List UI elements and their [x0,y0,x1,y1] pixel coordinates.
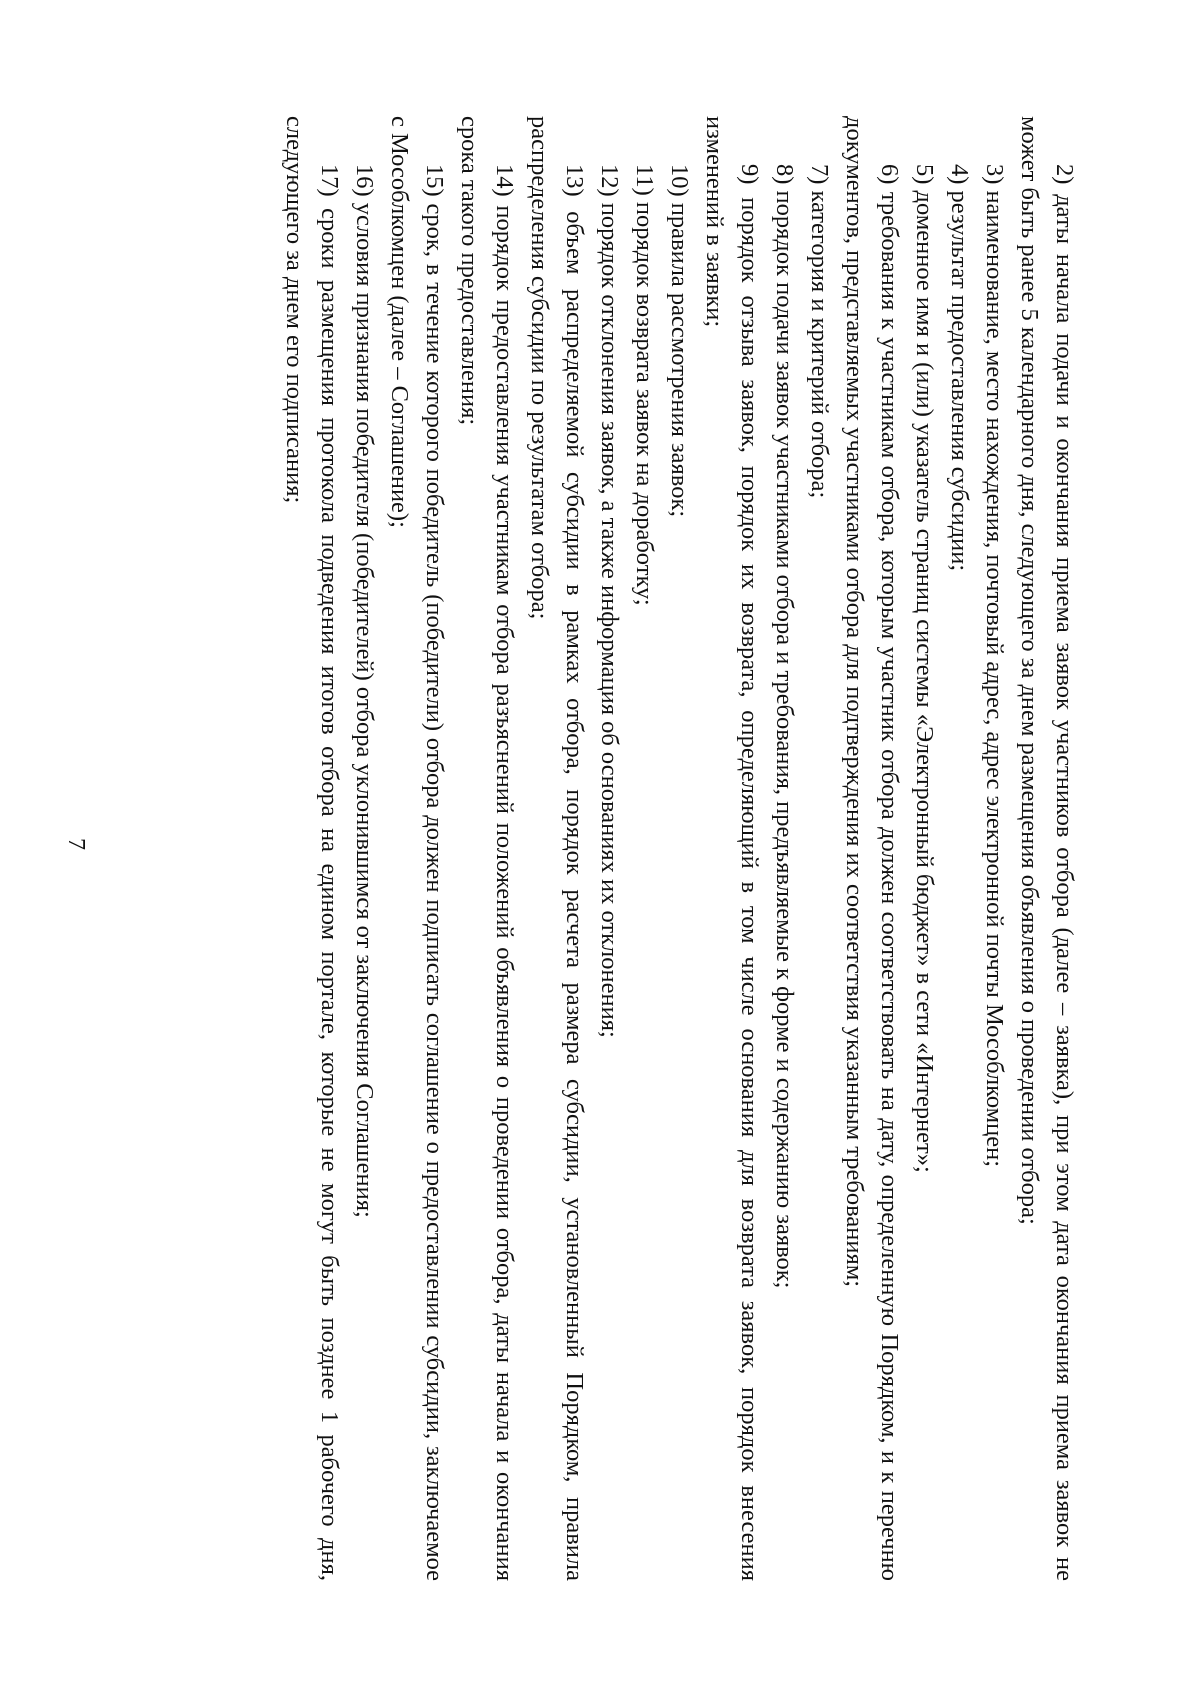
document-body [277,116,1082,1581]
paragraph-item-7: 7) категория и критерий отбора; [806,164,833,499]
paragraph-item-17: 17) сроки размещения протокола подведения итогов отбора на едином портале, которые не могут быть позднее 1 рабочего дня, следующего за днем его подписания; [281,116,343,1581]
paragraph-item-13: 13) объем распределяемой субсидии в рамках отбора, порядок расчета размера субсидии, установленный Порядком, правила распределения субсидии по результатам отбора; [526,116,588,1581]
paragraph-item-10: 10) правила рассмотрения заявок; [666,164,693,518]
paragraph-item-14: 14) порядок предоставления участникам отбора разъяснений положений объявления о проведении отбора, даты начала и окончания срока такого предоставления; [456,116,518,1581]
paragraph-item-4: 4) результат предоставления субсидии; [946,164,973,572]
paragraph-item-9: 9) порядок отзыва заявок, порядок их возврата, определяющий в том числе основания для возврата заявок, порядок внесения изменений в заявки; [701,116,763,1581]
paragraph-item-15: 15) срок, в течение которого победитель (победители) отбора должен подписать соглашение о предоставлении субсидии, заключаемое с Мособлкомцен (далее – Соглашение); [386,116,448,1581]
paragraph-item-11: 11) порядок возврата заявок на доработку; [631,164,658,606]
paragraph-item-6: 6) требования к участникам отбора, которым участник отбора должен соответствовать на дату, определенную Порядком, и к перечню документов, представляемых участниками отбора для подтверждения их соответствия указанным требованиям; [841,116,903,1581]
paragraph-item-12: 12) порядок отклонения заявок, а также информация об основаниях их отклонения; [596,164,623,1038]
paragraph-item-16: 16) условия признания победителя (победителей) отбора уклонившимся от заключения Соглашения; [351,164,378,1218]
paragraph-item-8: 8) порядок подачи заявок участниками отбора и требования, предъявляемые к форме и содержанию заявок; [771,164,798,1289]
page-number: 7 [63,838,89,850]
paragraph-item-5: 5) доменное имя и (или) указатель страниц системы «Электронный бюджет» в сети «Интернет»; [911,164,938,1173]
paragraph-item-2: 2) даты начала подачи и окончания приема заявок участников отбора (далее – заявка), при этом дата окончания приема заявок не может быть ранее 5 календарного дня, следующего за днем размещения объявления о проведении отбора; [1016,116,1078,1581]
paragraph-item-3: 3) наименование, место нахождения, почтовый адрес, адрес электронной почты Мособлкомцен; [981,164,1008,1168]
